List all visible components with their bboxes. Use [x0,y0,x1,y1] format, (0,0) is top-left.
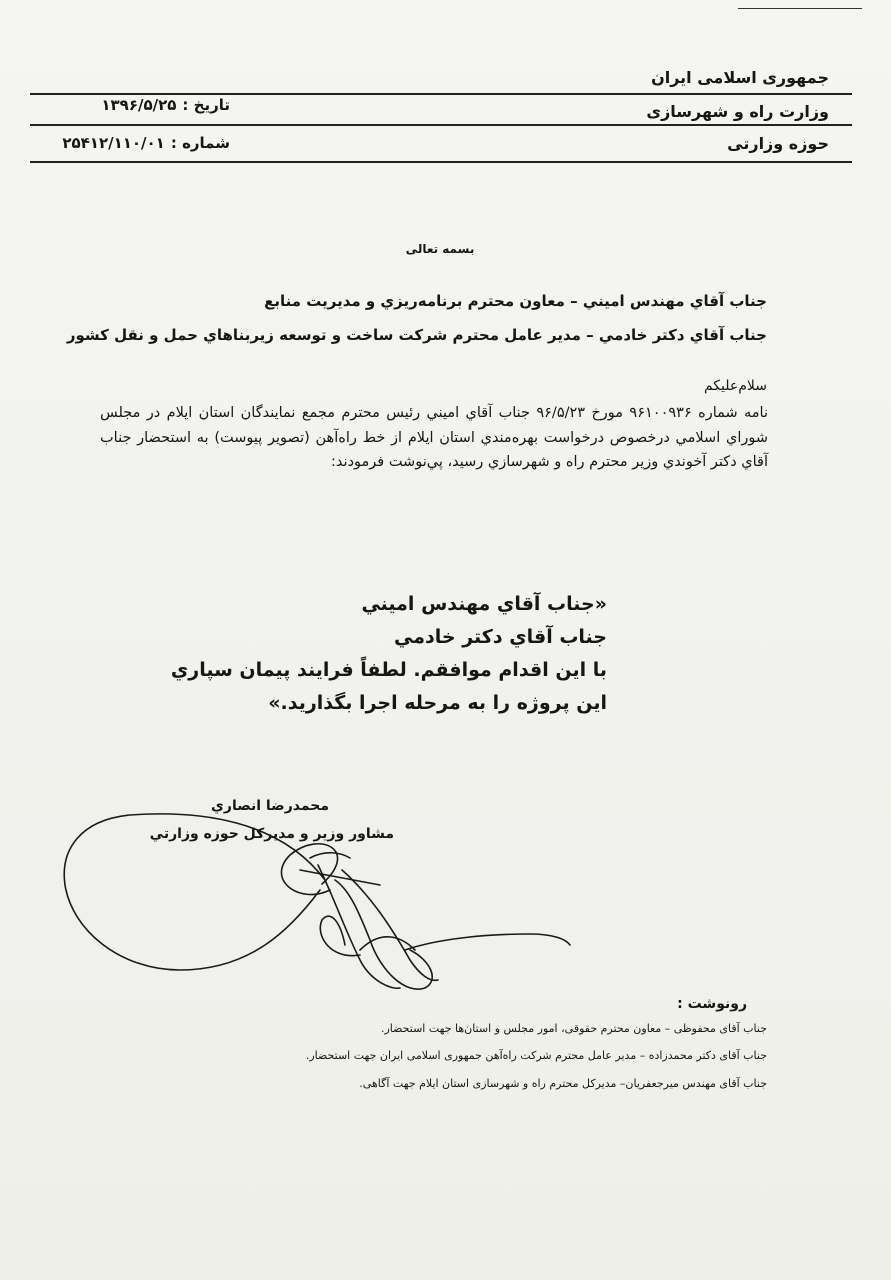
header-divider-2 [30,124,852,126]
ministry-name: وزارت راه و شهرسازی [646,102,829,121]
cc-heading: رونوشت : [677,996,747,1012]
number-field [62,134,230,152]
date-value: ۱۳۹۶/۵/۲۵ [101,96,177,114]
quote-line-2: جناب آقاي دكتر خادمي [394,626,607,648]
greeting: سلام‌عليكم [703,378,767,394]
handwritten-signature [60,810,580,1010]
date-label: تاریخ : [182,96,230,114]
signatory-name: محمدرضا انصاري [211,798,329,814]
addressee-1: جناب آقاي مهندس اميني – معاون محترم برنامه‌ريزي و مديريت منابع [264,292,767,310]
top-rule [738,8,862,9]
quote-line-3: با اين اقدام موافقم. لطفاً فرايند پيمان سپاري [170,659,607,681]
country-name: جمهوری اسلامی ایران [651,68,829,87]
number-label: شماره : [170,134,230,152]
cc-item-2: جناب آقای دکتر محمدزاده – مدیر عامل محترم شرکت راه‌آهن جمهوری اسلامی ایران جهت استحضار. [305,1049,767,1062]
salutation: بسمه تعالی [405,242,475,256]
office-name: حوزه وزارتی [727,134,829,153]
quote-line-4: اين پروژه را به مرحله اجرا بگذاريد.» [268,692,607,714]
signatory-title: مشاور وزير و مديركل حوزه وزارتي [149,826,394,842]
header-divider-3 [30,161,852,163]
quote-line-1: «جناب آقاي مهندس اميني [361,593,607,615]
cc-item-3: جناب آقای مهندس میرجعفریان– مدیرکل محترم راه و شهرسازی استان ایلام جهت آگاهی. [359,1077,767,1090]
header-divider-1 [30,93,852,95]
date-field [80,96,230,114]
addressee-2: جناب آقاي دكتر خادمي – مدير عامل محترم شركت ساخت و توسعه زيربناهاي حمل و نقل كشور [66,326,767,344]
body-paragraph: نامه شماره ۹۶۱۰۰۹۳۶ مورخ ۹۶/۵/۲۳ جناب آقاي اميني رئيس محترم مجمع نمايندگان استان ايلام در مجلس شوراي اسلامي درخصوص درخواست بهره‌مندي استان ايلام از خط راه‌آهن (تصوير پيوست) به استحضار جناب آقاي دكتر آخوندي وزير محترم راه و شهرسازي رسيد، پي‌نوشت فرمودند: [100,405,768,470]
number-value: ۲۵۴۱۲/۱۱۰/۰۱ [62,134,165,152]
cc-item-1: جناب آقای محفوظی – معاون محترم حقوقی، امور مجلس و استان‌ها جهت استحضار. [380,1022,767,1035]
